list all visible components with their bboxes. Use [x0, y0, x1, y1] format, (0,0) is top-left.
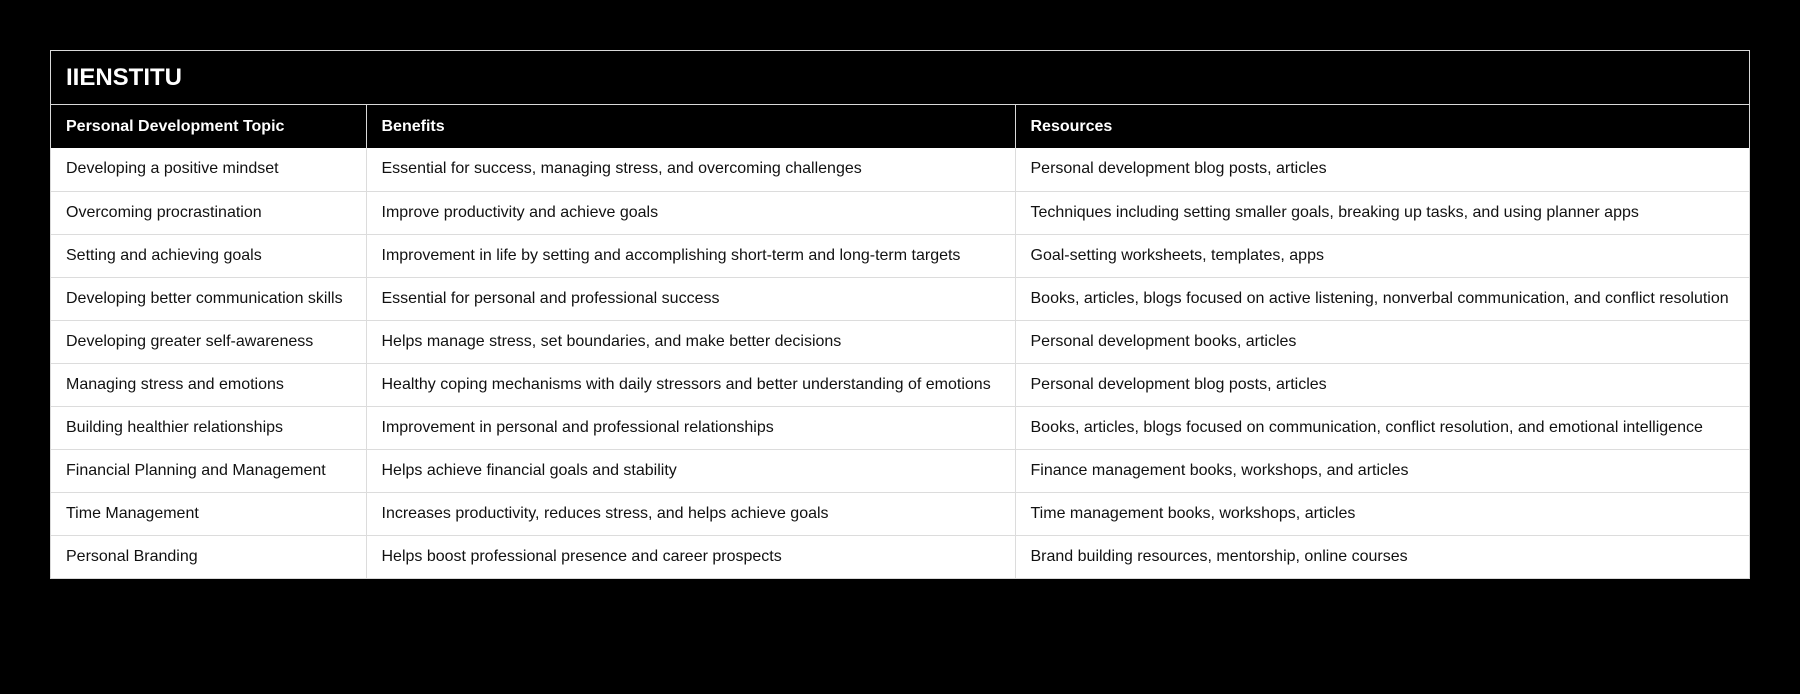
cell-benefits: Healthy coping mechanisms with daily stressors and better understanding of emotions [366, 363, 1015, 406]
table-row [51, 492, 1749, 535]
table-row [51, 406, 1749, 449]
cell-topic: Building healthier relationships [51, 406, 366, 449]
table-row [51, 277, 1749, 320]
personal-development-table-container [50, 50, 1750, 579]
cell-benefits: Improve productivity and achieve goals [366, 191, 1015, 234]
personal-development-table [51, 105, 1749, 578]
cell-resources: Finance management books, workshops, and articles [1015, 449, 1749, 492]
cell-resources: Books, articles, blogs focused on communication, conflict resolution, and emotional intelligence [1015, 406, 1749, 449]
cell-benefits: Improvement in personal and professional relationships [366, 406, 1015, 449]
table-row [51, 148, 1749, 191]
cell-resources: Personal development blog posts, articles [1015, 363, 1749, 406]
cell-benefits: Increases productivity, reduces stress, and helps achieve goals [366, 492, 1015, 535]
cell-topic: Developing greater self-awareness [51, 320, 366, 363]
cell-resources: Books, articles, blogs focused on active listening, nonverbal communication, and conflict resolution [1015, 277, 1749, 320]
cell-topic: Overcoming procrastination [51, 191, 366, 234]
column-header-topic: Personal Development Topic [51, 105, 366, 148]
cell-benefits: Helps manage stress, set boundaries, and make better decisions [366, 320, 1015, 363]
table-row [51, 363, 1749, 406]
table-row [51, 234, 1749, 277]
cell-benefits: Essential for success, managing stress, and overcoming challenges [366, 148, 1015, 191]
cell-topic: Managing stress and emotions [51, 363, 366, 406]
column-header-resources: Resources [1015, 105, 1749, 148]
table-row [51, 320, 1749, 363]
cell-topic: Time Management [51, 492, 366, 535]
cell-topic: Developing a positive mindset [51, 148, 366, 191]
cell-topic: Setting and achieving goals [51, 234, 366, 277]
cell-resources: Brand building resources, mentorship, online courses [1015, 535, 1749, 578]
table-title: IIENSTITU [51, 51, 1749, 105]
cell-resources: Personal development books, articles [1015, 320, 1749, 363]
cell-benefits: Helps achieve financial goals and stability [366, 449, 1015, 492]
cell-resources: Goal-setting worksheets, templates, apps [1015, 234, 1749, 277]
header-row [51, 105, 1749, 148]
cell-benefits: Improvement in life by setting and accomplishing short-term and long-term targets [366, 234, 1015, 277]
cell-benefits: Essential for personal and professional success [366, 277, 1015, 320]
table-row [51, 449, 1749, 492]
cell-benefits: Helps boost professional presence and career prospects [366, 535, 1015, 578]
cell-resources: Time management books, workshops, articles [1015, 492, 1749, 535]
cell-topic: Financial Planning and Management [51, 449, 366, 492]
table-row [51, 535, 1749, 578]
column-header-benefits: Benefits [366, 105, 1015, 148]
cell-resources: Personal development blog posts, articles [1015, 148, 1749, 191]
cell-topic: Personal Branding [51, 535, 366, 578]
cell-resources: Techniques including setting smaller goals, breaking up tasks, and using planner apps [1015, 191, 1749, 234]
table-row [51, 191, 1749, 234]
cell-topic: Developing better communication skills [51, 277, 366, 320]
